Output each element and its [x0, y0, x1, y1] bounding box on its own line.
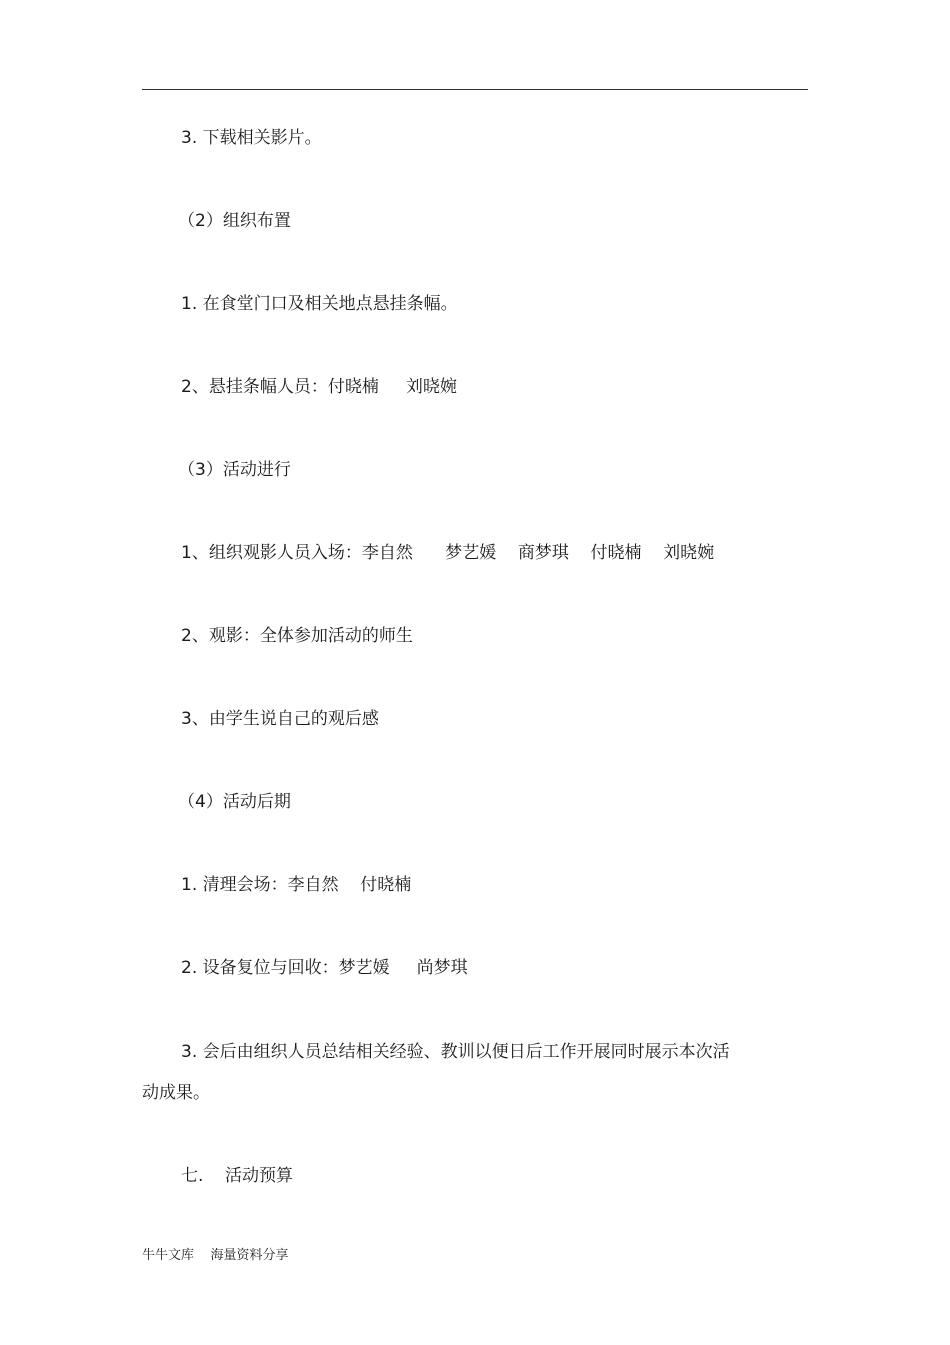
text-line: 1. 清理会场：李自然 付晓楠	[181, 875, 412, 895]
paragraph-continuation: 动成果。	[142, 1083, 210, 1103]
subsection-heading: （3）活动进行	[178, 460, 291, 480]
text-line: 3、由学生说自己的观后感	[181, 709, 379, 729]
text-line: 2、悬挂条幅人员：付晓楠 刘晓婉	[181, 377, 457, 397]
page-footer: 牛牛文库 海量资料分享	[142, 1248, 289, 1263]
text-line: 2、观影：全体参加活动的师生	[181, 626, 413, 646]
paragraph-first-line: 3. 会后由组织人员总结相关经验、教训以便日后工作开展同时展示本次活	[181, 1042, 730, 1062]
paragraph	[142, 1040, 808, 1105]
text-line: 3. 下载相关影片。	[181, 128, 322, 148]
text-line: 1、组织观影人员入场：李自然 梦艺媛 商梦琪 付晓楠 刘晓婉	[181, 543, 715, 563]
subsection-heading: （2）组织布置	[178, 211, 291, 231]
text-line: 2. 设备复位与回收：梦艺媛 尚梦琪	[181, 958, 468, 978]
text-line: 1. 在食堂门口及相关地点悬挂条幅。	[181, 294, 458, 314]
section-heading: 七. 活动预算	[181, 1166, 294, 1186]
header-rule	[142, 89, 808, 90]
subsection-heading: （4）活动后期	[178, 792, 291, 812]
